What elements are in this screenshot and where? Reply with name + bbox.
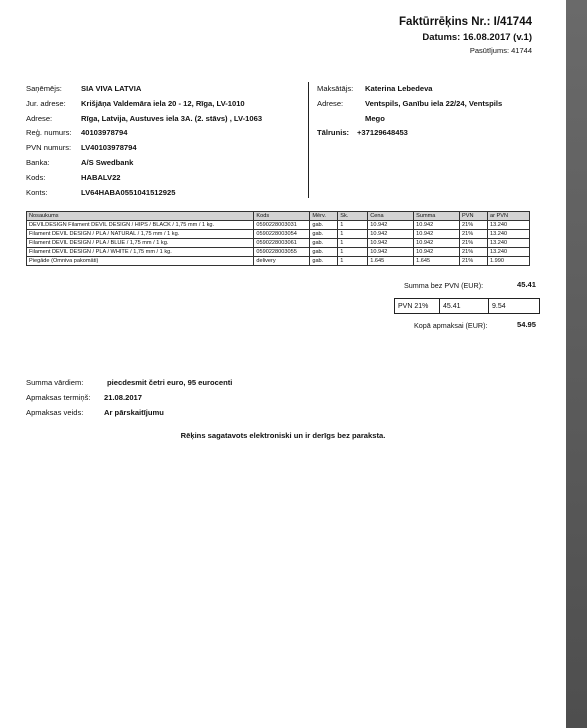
- cell: 1.990: [488, 257, 530, 266]
- cell: 13.240: [488, 239, 530, 248]
- cell: gab.: [310, 239, 338, 248]
- cell: 10.942: [368, 230, 414, 239]
- payer-phone: +37129648453: [357, 128, 408, 137]
- column-header: Summa: [414, 212, 460, 221]
- invoice-title: Faktūrrēķins Nr.: I/41744: [399, 16, 532, 28]
- label: Adrese:: [317, 99, 344, 108]
- order-number: Pasūtījums: 41744: [469, 46, 532, 55]
- recipient-address: Rīga, Latvija, Austuves iela 3A. (2. stāvs) , LV-1063: [81, 114, 263, 123]
- cell: 1: [338, 248, 368, 257]
- cell: 13.240: [488, 230, 530, 239]
- cell: 13.240: [488, 248, 530, 257]
- cell: 21%: [460, 230, 488, 239]
- vat-amount: 9.54: [489, 299, 540, 314]
- table-row: [27, 248, 530, 257]
- table-row: [27, 221, 530, 230]
- column-header: Sk.: [338, 212, 368, 221]
- cell: Filament DEVIL DESIGN / PLA / WHITE / 1,75 mm / 1 kg.: [27, 248, 254, 257]
- recipient-vat: LV40103978794: [81, 143, 137, 152]
- electronic-notice: Rēķins sagatavots elektroniski un ir derīgs bez paraksta.: [180, 431, 386, 440]
- label: Apmaksas veids:: [26, 408, 84, 417]
- cell: gab.: [310, 248, 338, 257]
- cell: 21%: [460, 221, 488, 230]
- cell: gab.: [310, 257, 338, 266]
- label: Reģ. numurs:: [26, 128, 72, 137]
- label: Banka:: [26, 158, 50, 167]
- cell: DEVILDESIGN Filament DEVIL DESIGN / HIPS / BLACK / 1,75 mm / 1 kg.: [27, 221, 254, 230]
- cell: 0590228003054: [254, 230, 310, 239]
- cell: 0590228003055: [254, 248, 310, 257]
- cell: gab.: [310, 221, 338, 230]
- recipient-legal-address: Krišjāņa Valdemāra iela 20 - 12, Rīga, LV-1010: [81, 99, 245, 108]
- table-row: [27, 239, 530, 248]
- column-header: Cena: [368, 212, 414, 221]
- recipient-account: LV64HABA0551041512925: [81, 188, 176, 197]
- cell: 10.942: [368, 239, 414, 248]
- label: Maksātājs:: [317, 84, 354, 93]
- column-header: PVN: [460, 212, 488, 221]
- cell: Filament DEVIL DESIGN / PLA / BLUE / 1,75 mm / 1 kg.: [27, 239, 254, 248]
- cell: 1: [338, 221, 368, 230]
- cell: gab.: [310, 230, 338, 239]
- column-header: Kods: [254, 212, 310, 221]
- cell: 10.942: [414, 221, 460, 230]
- cell: 0590228003061: [254, 239, 310, 248]
- cell: Filament DEVIL DESIGN / PLA / NATURAL / 1,75 mm / 1 kg.: [27, 230, 254, 239]
- subtotal-label: Summa bez PVN (EUR):: [404, 281, 484, 290]
- payer-address-line1: Ventspils, Ganību iela 22/24, Ventspils: [365, 99, 503, 108]
- label: Apmaksas termiņš:: [26, 393, 91, 402]
- label: Kods:: [26, 173, 46, 182]
- payer-phone-label: Tālrunis:: [317, 128, 350, 137]
- cell: 10.942: [414, 230, 460, 239]
- payer-name: Katerina Lebedeva: [365, 84, 433, 93]
- recipient-bank: A/S Swedbank: [81, 158, 134, 167]
- cell: 21%: [460, 239, 488, 248]
- label: PVN numurs:: [26, 143, 72, 152]
- viewer-background: [566, 0, 587, 728]
- recipient-code: HABALV22: [81, 173, 121, 182]
- label: Saņēmējs:: [26, 84, 62, 93]
- column-header: ar PVN: [488, 212, 530, 221]
- label: Adrese:: [26, 114, 53, 123]
- due-date: 21.08.2017: [104, 393, 143, 402]
- cell: Piegāde (Omniva pakomāti): [27, 257, 254, 266]
- vat-table: [394, 298, 540, 314]
- vat-label: PVN 21%: [395, 299, 440, 314]
- payer-address-line2: Mego: [365, 114, 385, 123]
- subtotal-value: 45.41: [517, 280, 537, 289]
- payment-method: Ar pārskaitījumu: [104, 408, 164, 417]
- cell: 0590228003031: [254, 221, 310, 230]
- cell: 10.942: [368, 221, 414, 230]
- total-label: Kopā apmaksai (EUR):: [414, 321, 488, 330]
- table-header-row: [27, 212, 530, 221]
- cell: 1: [338, 239, 368, 248]
- cell: 13.240: [488, 221, 530, 230]
- cell: 1: [338, 257, 368, 266]
- recipient-name: SIA VIVA LATVIA: [81, 84, 142, 93]
- cell: 21%: [460, 257, 488, 266]
- label: Jur. adrese:: [26, 99, 66, 108]
- column-header: Mērv.: [310, 212, 338, 221]
- cell: 1.645: [414, 257, 460, 266]
- recipient-reg: 40103978794: [81, 128, 128, 137]
- cell: 1: [338, 230, 368, 239]
- label: Summa vārdiem:: [26, 378, 84, 387]
- vat-base: 45.41: [440, 299, 489, 314]
- cell: 21%: [460, 248, 488, 257]
- table-row: [27, 230, 530, 239]
- label: Konts:: [26, 188, 48, 197]
- cell: delivery: [254, 257, 310, 266]
- column-divider: [308, 82, 309, 198]
- cell: 10.942: [414, 239, 460, 248]
- table-row: [27, 257, 530, 266]
- total-value: 54.95: [517, 320, 537, 329]
- cell: 1.645: [368, 257, 414, 266]
- column-header: Nosaukums: [27, 212, 254, 221]
- cell: 10.942: [414, 248, 460, 257]
- invoice-date: Datums: 16.08.2017 (v.1): [422, 32, 532, 43]
- items-table: [26, 211, 530, 266]
- amount-in-words: piecdesmit četri euro, 95 eurocenti: [107, 378, 233, 387]
- cell: 10.942: [368, 248, 414, 257]
- vat-row: [395, 299, 540, 314]
